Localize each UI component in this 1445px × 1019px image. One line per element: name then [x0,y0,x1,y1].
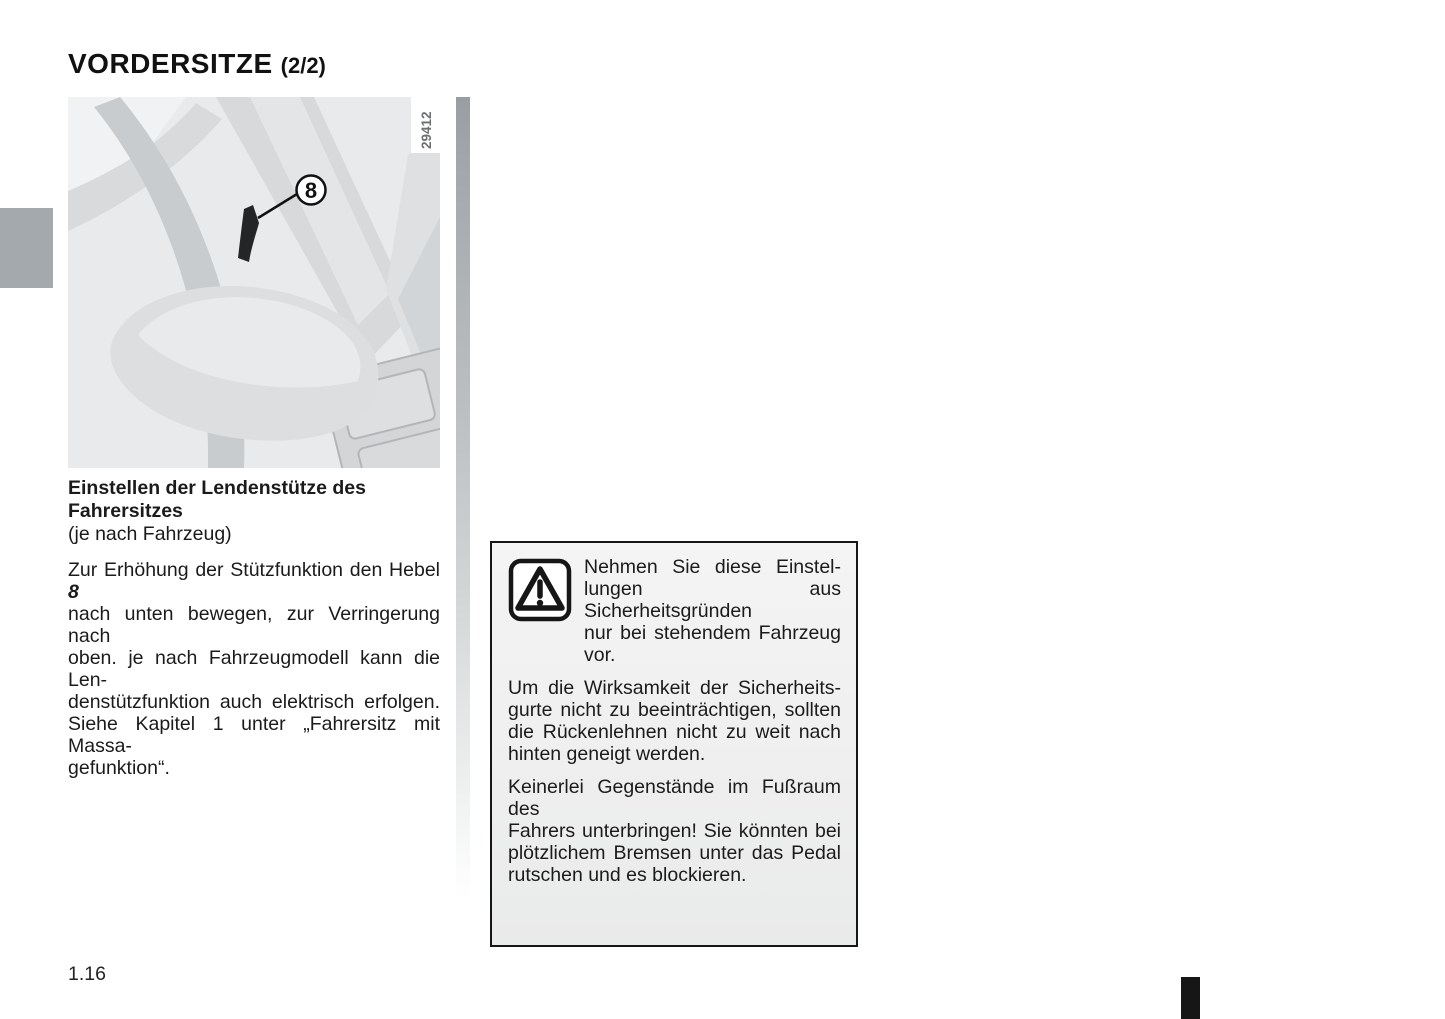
left-text-column [68,477,440,779]
item-reference-8: 8 [68,581,79,603]
warning-paragraph-2: Um die Wirksamkeit der Sicherheits- gurte nicht zu beeinträchtigen, sollten die Rückenlehnen nicht zu weit nach hinten geneigt werden. [508,677,841,765]
warning-paragraph-3: Keinerlei Gegenstände im Fußraum des Fahrers unterbringen! Sie könnten bei plötzlichem Bremsen unter das Pedal rutschen und es blockieren. [508,776,841,886]
safety-warning-content [492,543,856,886]
paragraph-line-1-text: Zur Erhöhung der Stützfunktion den Hebel [68,559,440,581]
page-title [68,44,326,81]
figure-image [68,97,440,468]
section-subheading: (je nach Fahrzeug) [68,523,232,545]
safety-warning-box [490,541,858,947]
section-heading: Einstellen der Lendenstütze des Fahrersitzes [68,477,366,522]
column-divider-bar [456,97,470,940]
warning-paragraph-1-text: Nehmen Sie diese Einstel- lungen aus Sicherheitsgründen nur bei stehendem Fahrzeug vor. [584,556,841,666]
page-title-suffix: (2/2) [280,53,326,78]
chapter-tab-marker [0,208,53,288]
page-number: 1.16 [68,963,106,985]
paragraph-line-1 [68,559,440,603]
warning-triangle-icon [508,558,572,622]
photo-number: 29412 [419,111,434,149]
warning-paragraph-1 [508,556,841,666]
seat-photo-illustration [68,97,440,468]
callout-number: 8 [304,178,318,203]
page-title-main: VORDERSITZE [68,48,273,79]
footer-black-mark [1181,977,1200,1019]
paragraph-lines: nach unten bewegen, zur Verringerung nach oben. je nach Fahrzeugmodell kann die Len- denstützfunktion auch elektrisch erfolgen. Siehe Kapitel 1 unter „Fahrersitz mit Massa- gefunktion“. [68,603,440,779]
lumbar-paragraph [68,559,440,779]
